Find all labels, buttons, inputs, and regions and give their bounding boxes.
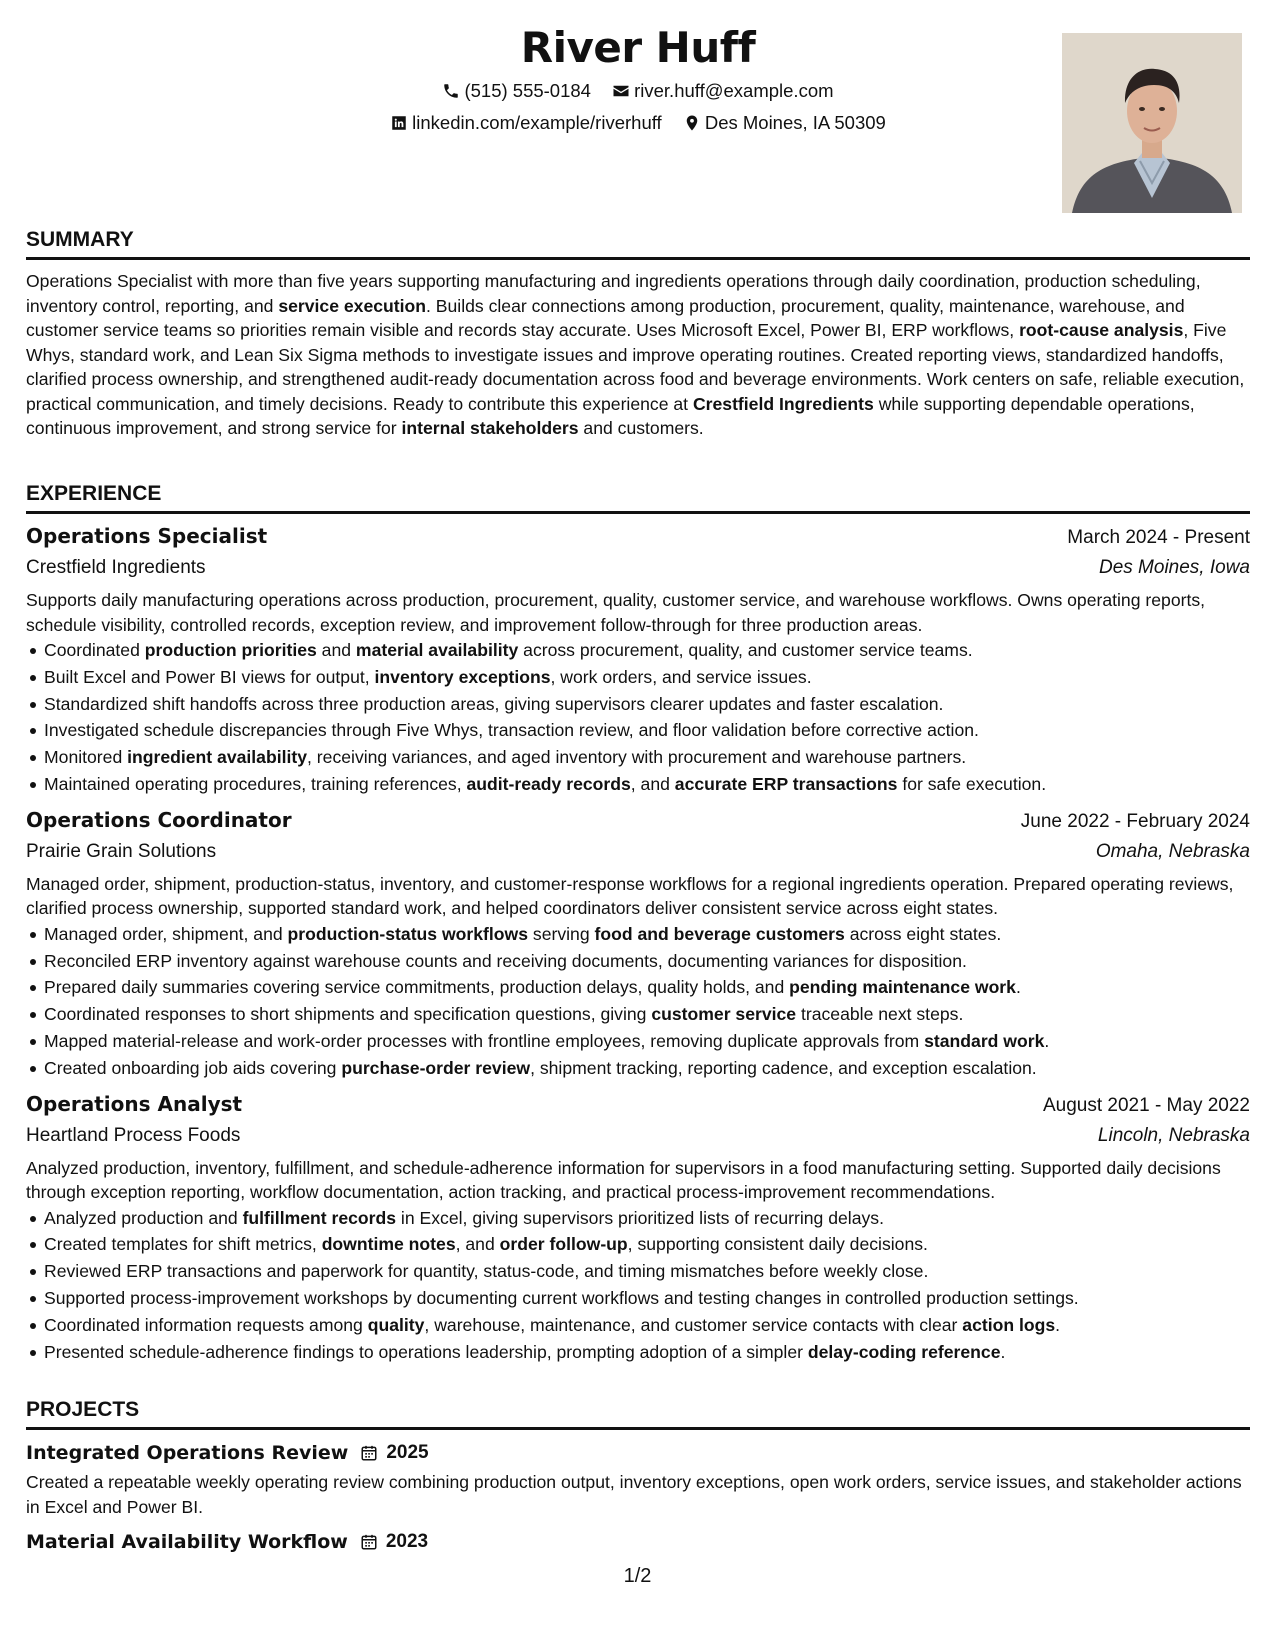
project-year xyxy=(360,1527,428,1557)
summary-text-part: Operations Specialist with more than five years supporting manufacturing and ingredients operations through daily coordination, production scheduling, inventory control, reporting, and xyxy=(26,271,1201,316)
bullet-text: Investigated schedule discrepancies through Five Whys, transaction review, and floor validation before corrective action. xyxy=(44,720,979,741)
bullet-item xyxy=(44,771,1250,798)
bullet-item xyxy=(44,1258,1250,1285)
bullet-text: . xyxy=(1044,1030,1050,1051)
bullet-item xyxy=(44,744,1250,771)
bullet-keyword: order follow-up xyxy=(499,1234,628,1255)
bullet-text: Coordinated information requests among xyxy=(44,1314,368,1335)
job-company: Heartland Process Foods xyxy=(26,1124,241,1146)
bullet-keyword: production priorities xyxy=(144,640,317,660)
job-location: Omaha, Nebraska xyxy=(1095,840,1250,862)
bullet-item xyxy=(44,1001,1250,1028)
contact-linkedin[interactable] xyxy=(390,111,662,135)
bullet-text: , and xyxy=(455,1234,500,1255)
resume-page xyxy=(26,0,1250,1553)
project-header xyxy=(26,1438,1250,1468)
project-header xyxy=(26,1527,1250,1557)
bullet-text: Mapped material-release and work-order processes with frontline employees, removing duplicate approvals from xyxy=(44,1030,925,1051)
section-title-summary: SUMMARY xyxy=(26,227,1250,260)
bullet-text: traceable next steps. xyxy=(796,1004,964,1025)
summary-text-part: while supporting dependable operations, continuous improvement, and strong service for xyxy=(26,393,1195,438)
job-subheader xyxy=(26,554,1250,582)
job-header xyxy=(26,520,1250,554)
map-pin-icon xyxy=(683,114,701,132)
bullet-keyword: pending maintenance work xyxy=(789,977,1016,998)
bullet-text: Prepared daily summaries covering service commitments, production delays, quality holds, and xyxy=(44,977,790,998)
bullet-text: Managed order, shipment, and xyxy=(44,923,288,944)
bullet-text: for safe execution. xyxy=(897,773,1047,794)
summary-keyword: internal stakeholders xyxy=(401,418,579,438)
bullet-text: . xyxy=(1015,977,1021,998)
experience-section xyxy=(26,481,1250,1365)
job-location: Lincoln, Nebraska xyxy=(1097,1124,1250,1146)
bullet-keyword: inventory exceptions xyxy=(374,666,551,687)
bullet-text: , receiving variances, and aged inventory with procurement and warehouse partners. xyxy=(307,747,967,768)
job-company: Crestfield Ingredients xyxy=(26,557,206,578)
bullet-item xyxy=(44,691,1250,718)
bullet-text: Coordinated xyxy=(44,640,145,660)
bullet-keyword: quality xyxy=(367,1314,425,1335)
summary-text-part: and customers. xyxy=(578,418,704,438)
project-title: Integrated Operations Review xyxy=(26,1442,349,1464)
job-subheader xyxy=(26,838,1250,866)
bullet-text: Reconciled ERP inventory against warehouse counts and receiving documents, documenting variances for disposition. xyxy=(44,950,967,971)
bullet-item xyxy=(44,717,1250,744)
bullet-text: , supporting consistent daily decisions. xyxy=(627,1234,928,1255)
bullet-keyword: fulfillment records xyxy=(242,1207,397,1228)
bullet-text: Supported process-improvement workshops by documenting current workflows and testing changes in controlled production settings. xyxy=(44,1287,1079,1308)
page-number: 1/2 xyxy=(623,1565,652,1587)
job-title: Operations Specialist xyxy=(26,524,268,548)
bullet-text: Analyzed production and xyxy=(44,1207,243,1228)
project-year xyxy=(360,1438,428,1468)
phone-number: (515) 555-0184 xyxy=(464,80,591,101)
job-bullets xyxy=(26,1205,1250,1366)
candidate-name: River Huff xyxy=(520,23,756,72)
bullet-text: , work orders, and service issues. xyxy=(550,666,812,687)
bullet-keyword: material availability xyxy=(355,640,519,660)
resume-header xyxy=(26,0,1250,200)
bullet-item xyxy=(44,921,1250,948)
summary-keyword: root-cause analysis xyxy=(1019,320,1184,340)
summary-text-part: , Five Whys, standard work, and Lean Six Sigma methods to investigate issues and improve operating routines. Created reporting views, standardized handoffs, clarified process ownership, and strengthened audit-ready documentation across food and beverage environments. Work centers on safe, reliable execution, practical communication, and timely decisions. Ready to contribute this experience at xyxy=(26,320,1245,414)
bullet-item xyxy=(44,1339,1250,1366)
summary-keyword: service execution xyxy=(278,295,427,316)
job-company: Prairie Grain Solutions xyxy=(26,840,217,862)
calendar-icon xyxy=(360,1444,378,1462)
job-entry xyxy=(26,520,1250,798)
bullet-text: , shipment tracking, reporting cadence, and exception escalation. xyxy=(530,1057,1037,1078)
project-entry xyxy=(26,1527,1250,1557)
job-bullets xyxy=(26,921,1250,1082)
bullet-item xyxy=(44,948,1250,975)
summary-text xyxy=(26,269,1250,441)
projects-section xyxy=(26,1397,1250,1557)
bullet-item xyxy=(44,664,1250,691)
job-description: Analyzed production, inventory, fulfillment, and schedule-adherence information for supervisors in a food manufacturing setting. Supported daily decisions through exception reporting, workflow documentation, action tracking, and practical process-improvement recommendations. xyxy=(26,1157,1221,1203)
bullet-text: and xyxy=(316,640,356,660)
job-entry xyxy=(26,804,1250,1082)
bullet-item xyxy=(44,637,1250,664)
bullet-text: Monitored xyxy=(44,747,128,768)
bullet-text: . xyxy=(1000,1341,1006,1362)
linkedin-url[interactable]: linkedin.com/example/riverhuff xyxy=(412,112,662,133)
bullet-keyword: delay-coding reference xyxy=(807,1341,1001,1362)
phone-icon xyxy=(442,82,460,100)
bullet-item xyxy=(44,1231,1250,1258)
location-text: Des Moines, IA 50309 xyxy=(704,112,886,133)
contact-location xyxy=(683,111,886,135)
job-title: Operations Coordinator xyxy=(26,807,292,832)
job-dates: March 2024 - Present xyxy=(1067,527,1250,548)
bullet-text: in Excel, giving supervisors prioritized lists of recurring delays. xyxy=(396,1207,884,1228)
bullet-keyword: customer service xyxy=(651,1004,797,1025)
bullet-text: Created onboarding job aids covering xyxy=(44,1057,342,1078)
section-title-experience: EXPERIENCE xyxy=(26,481,1250,514)
bullet-text: , warehouse, maintenance, and customer service contacts with clear xyxy=(424,1314,963,1335)
job-dates: August 2021 - May 2022 xyxy=(1042,1094,1250,1116)
project-title: Material Availability Workflow xyxy=(26,1531,348,1553)
bullet-text: Built Excel and Power BI views for output, xyxy=(44,666,375,687)
job-bullets xyxy=(26,637,1250,798)
job-description: Supports daily manufacturing operations across production, procurement, quality, customer service, and warehouse workflows. Owns operating reports, schedule visibility, controlled records, exception review, and improvement follow-through for three production areas. xyxy=(26,590,1206,635)
envelope-icon xyxy=(612,82,630,100)
job-entry xyxy=(26,1088,1250,1366)
bullet-keyword: standard work xyxy=(924,1030,1045,1051)
bullet-item xyxy=(44,1028,1250,1055)
project-year-value: 2025 xyxy=(386,1442,429,1463)
email-address[interactable]: river.huff@example.com xyxy=(634,80,834,101)
bullet-keyword: food and beverage customers xyxy=(594,923,845,944)
bullet-item xyxy=(44,1055,1250,1082)
bullet-text: . xyxy=(1055,1314,1061,1335)
job-location: Des Moines, Iowa xyxy=(1098,557,1250,578)
bullet-text: Created templates for shift metrics, xyxy=(44,1234,322,1255)
job-header xyxy=(26,1088,1250,1122)
job-description: Managed order, shipment, production-status, inventory, and customer-response workflows for a regional ingredients operation. Prepared operating reviews, clarified process ownership, supported standard work, and helped coordinators deliver consistent service across eight states. xyxy=(26,873,1234,919)
bullet-text: Reviewed ERP transactions and paperwork for quantity, status-code, and timing mismatches before weekly close. xyxy=(44,1261,929,1282)
job-header xyxy=(26,804,1250,838)
contact-email[interactable] xyxy=(612,79,833,103)
bullet-keyword: purchase-order review xyxy=(341,1057,531,1078)
section-title-projects: PROJECTS xyxy=(26,1397,1250,1430)
bullet-keyword: production-status workflows xyxy=(287,923,529,944)
job-list xyxy=(26,520,1250,1365)
job-subheader xyxy=(26,1122,1250,1150)
project-list xyxy=(26,1438,1250,1557)
calendar-icon xyxy=(360,1533,378,1551)
job-title: Operations Analyst xyxy=(26,1091,243,1116)
bullet-item xyxy=(44,974,1250,1001)
job-dates: June 2022 - February 2024 xyxy=(1020,810,1250,832)
bullet-item xyxy=(44,1312,1250,1339)
bullet-text: Maintained operating procedures, training references, xyxy=(44,773,467,794)
bullet-item xyxy=(44,1205,1250,1232)
bullet-text: Presented schedule-adherence findings to operations leadership, prompting adoption of a simpler xyxy=(44,1341,808,1362)
summary-keyword: Crestfield Ingredients xyxy=(692,393,874,414)
bullet-keyword: ingredient availability xyxy=(127,747,308,768)
linkedin-icon xyxy=(390,114,408,132)
bullet-keyword: audit-ready records xyxy=(466,773,631,794)
project-description: Created a repeatable weekly operating review combining production output, inventory exceptions, open work orders, service issues, and stakeholder actions in Excel and Power BI. xyxy=(26,1472,1242,1517)
bullet-keyword: accurate ERP transactions xyxy=(674,773,898,794)
bullet-item xyxy=(44,1285,1250,1312)
summary-section xyxy=(26,227,1250,441)
summary-text-part: . Builds clear connections among production, procurement, quality, maintenance, warehouse, and customer service teams so priorities remain visible and records stay accurate. Uses Microsoft Excel, Power BI, ERP workflows, xyxy=(26,295,1185,340)
bullet-text: Coordinated responses to short shipments and specification questions, giving xyxy=(44,1004,652,1025)
project-year-value: 2023 xyxy=(385,1531,429,1552)
contact-phone xyxy=(442,79,591,103)
bullet-text: , and xyxy=(630,773,675,794)
bullet-keyword: downtime notes xyxy=(321,1234,456,1255)
bullet-text: across eight states. xyxy=(844,923,1002,944)
bullet-text: Standardized shift handoffs across three production areas, giving supervisors clearer updates and faster escalation. xyxy=(44,693,944,714)
project-entry xyxy=(26,1438,1250,1519)
bullet-text: serving xyxy=(528,923,595,944)
profile-photo-image xyxy=(1062,33,1242,213)
profile-photo xyxy=(1062,33,1242,213)
bullet-keyword: action logs xyxy=(962,1314,1056,1335)
bullet-text: across procurement, quality, and customer service teams. xyxy=(518,640,973,660)
